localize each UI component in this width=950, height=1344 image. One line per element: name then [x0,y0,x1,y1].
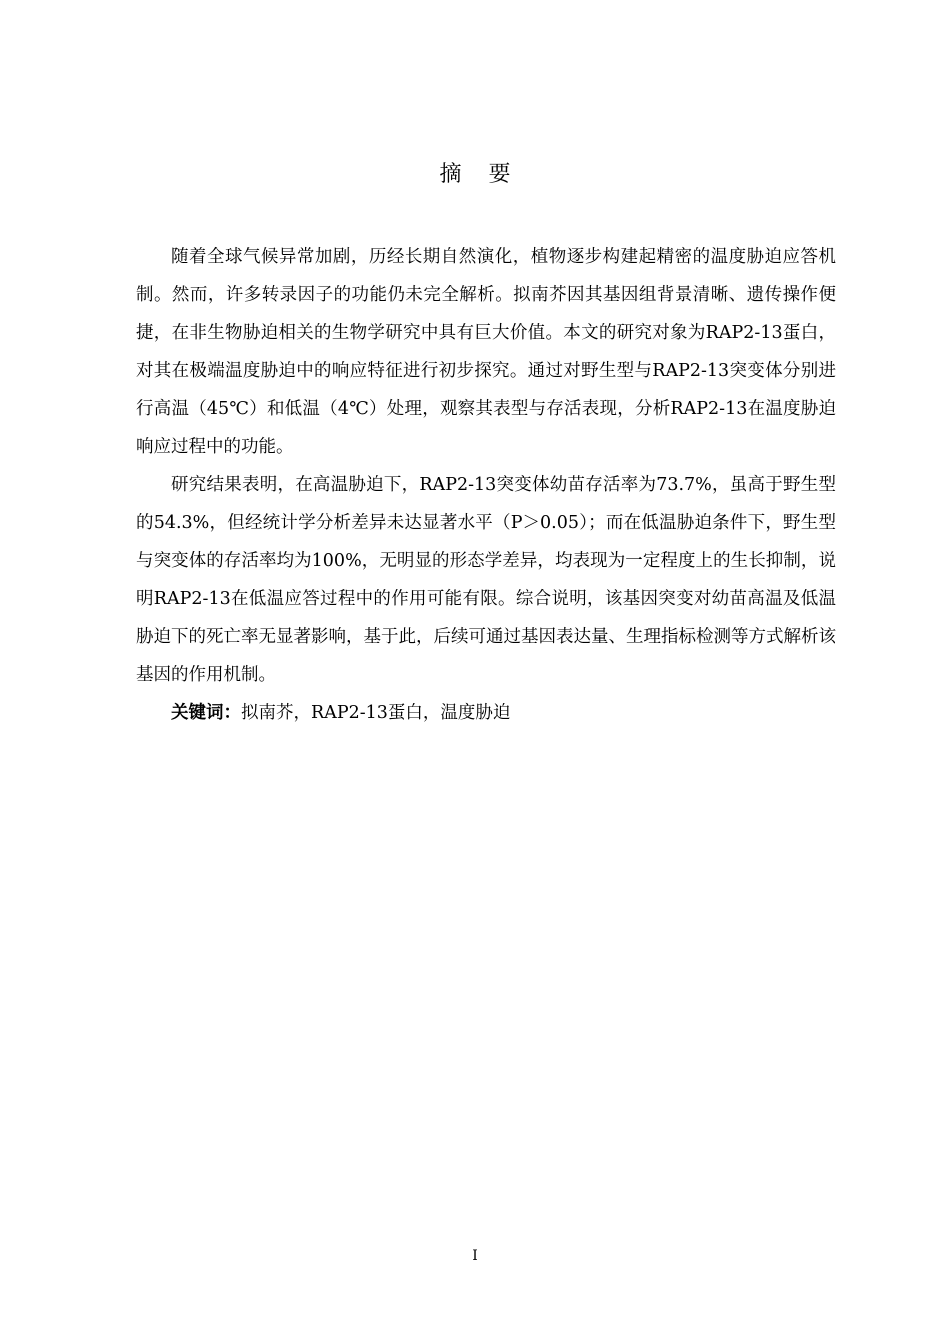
abstract-paragraph-2: 研究结果表明，在高温胁迫下，RAP2-13突变体幼苗存活率为73.7%，虽高于野生型的54.3%，但经统计学分析差异未达显著水平（P＞0.05）；而在低温胁迫条件下，野生型与突变体的存活率均为100%，无明显的形态学差异，均表现为一定程度上的生长抑制，说明RAP2-13在低温应答过程中的作用可能有限。综合说明，该基因突变对幼苗高温及低温胁迫下的死亡率无显著影响，基于此，后续可通过基因表达量、生理指标检测等方式解析该基因的作用机制。 [136,475,836,685]
keywords-line [136,694,836,732]
abstract-paragraph-1: 随着全球气候异常加剧，历经长期自然演化，植物逐步构建起精密的温度胁迫应答机制。然而，许多转录因子的功能仍未完全解析。拟南芥因其基因组背景清晰、遗传操作便捷，在非生物胁迫相关的生物学研究中具有巨大价值。本文的研究对象为RAP2-13蛋白，对其在极端温度胁迫中的响应特征进行初步探究。通过对野生型与RAP2-13突变体分别进行高温（45℃）和低温（4℃）处理，观察其表型与存活表现，分析RAP2-13在温度胁迫响应过程中的功能。 [136,247,836,457]
page-number: I [472,1248,478,1264]
keywords-text: 拟南芥，RAP2-13蛋白，温度胁迫 [241,703,511,723]
abstract-body [136,238,836,732]
page-title: 摘 要 [439,162,521,187]
keywords-label: 关键词： [171,703,241,723]
